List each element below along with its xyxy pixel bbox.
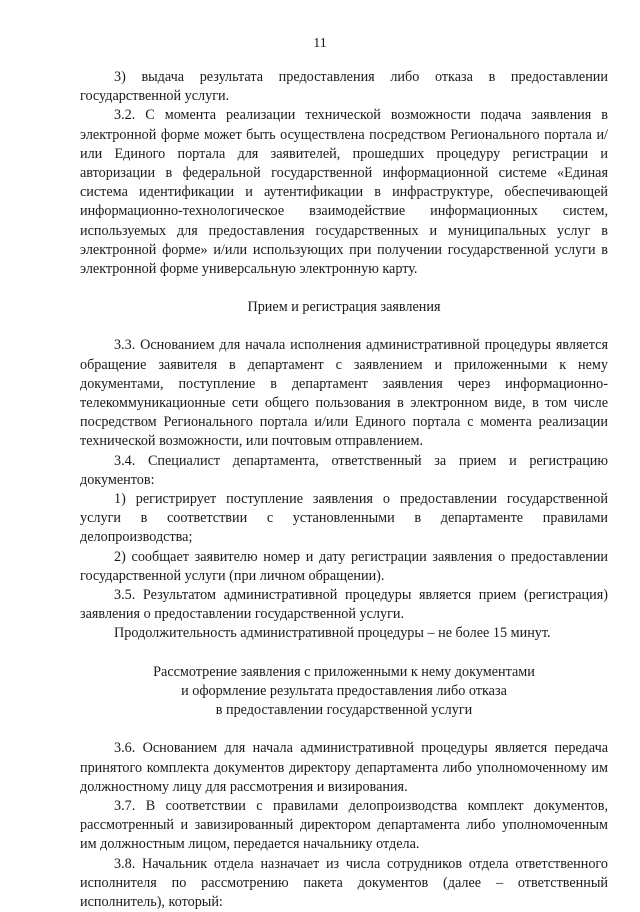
document-body [80, 68, 608, 912]
paragraph-3-3: 3.3. Основанием для начала исполнения административной процедуры является обращение заявителя в департамент с заявлением и приложенными к нему документами, поступление в департамент заявления через информационно-телекоммуникационные сети общего пользования в электронном виде, в том числе посредством Регионального портала и/или Единого портала с момента реализации технической возможности, или почтовым отправлением. [80, 337, 608, 450]
paragraph-3-8: 3.8. Начальник отдела назначает из числа сотрудников отдела ответственного исполнителя по рассмотрению пакета документов (далее – ответственный исполнитель), который: [80, 855, 608, 910]
paragraph-3-2: 3.2. С момента реализации технической возможности подача заявления в электронной форме может быть осуществлена посредством Регионального портала и/или Единого портала для заявителей, прошедших процедуру регистрации и авторизации в федеральной государственной информационной системе «Единая система идентификации и аутентификации в инфраструктуре, обеспечивающей информационно-технологическое взаимодействие информационных систем, используемых для предоставления государственных и муниципальных услуг в электронной форме» и/или использующих при получении государственной услуги в электронной форме универсальную электронную карту. [80, 107, 608, 278]
paragraph-3-4-item-1: 1) регистрирует поступление заявления о предоставлении государственной услуги в соответствии с установленными в департаменте правилами делопроизводства; [80, 491, 608, 546]
section-heading-review-line-3: в предоставлении государственной услуги [215, 702, 473, 719]
paragraph-3-7: 3.7. В соответствии с правилами делопроизводства комплект документов, рассмотренный и завизированный директором департамента либо уполномоченным им должностным лицом, передается начальнику отдела. [80, 797, 608, 853]
paragraph-3-4: 3.4. Специалист департамента, ответственный за прием и регистрацию документов: [80, 452, 608, 488]
section-heading-reception: Прием и регистрация заявления [247, 299, 441, 316]
section-heading-review-line-2: и оформление результата предоставления либо отказа [181, 682, 507, 699]
paragraph-3-6: 3.6. Основанием для начала административной процедуры является передача принятого комплекта документов директору департамента либо уполномоченному им должностному лицу для рассмотрения и визирования. [80, 740, 608, 795]
page-number: 11 [313, 36, 327, 51]
paragraph-duration: Продолжительность административной процедуры – не более 15 минут. [114, 625, 551, 642]
paragraph-3-4-item-2: 2) сообщает заявителю номер и дату регистрации заявления о предоставлении государственной услуги (при личном обращении). [80, 548, 608, 584]
paragraph-3-5: 3.5. Результатом административной процедуры является прием (регистрация) заявления о предоставлении государственной услуги. [80, 587, 608, 623]
section-heading-review [80, 663, 608, 721]
paragraph-3-1-item-3: 3) выдача результата предоставления либо отказа в предоставлении государственной услуги. [80, 69, 608, 105]
section-heading-review-line-1: Рассмотрение заявления с приложенными к нему документами [153, 663, 535, 680]
